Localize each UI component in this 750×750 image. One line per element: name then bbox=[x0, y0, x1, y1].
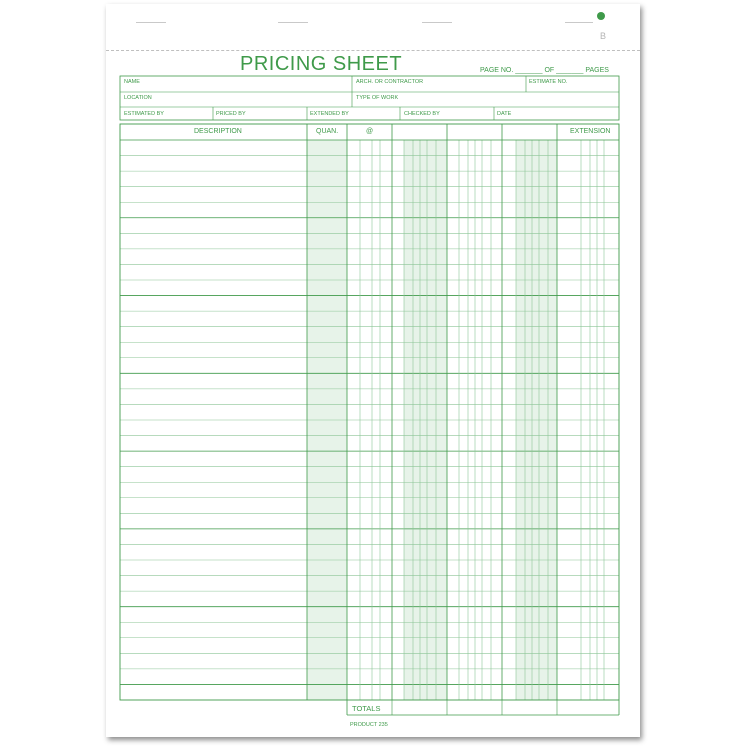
priced-by-field-label: PRICED BY bbox=[216, 111, 246, 117]
extended-by-field-label: EXTENDED BY bbox=[310, 111, 349, 117]
arch-contractor-field-label: ARCH. OR CONTRACTOR bbox=[356, 79, 424, 85]
column-rules bbox=[307, 124, 604, 700]
quantity-column-header: QUAN. bbox=[316, 128, 339, 135]
estimate-no-field-label: ESTIMATE NO. bbox=[529, 79, 568, 85]
type-of-work-field-label: TYPE OF WORK bbox=[356, 95, 399, 101]
totals-label: TOTALS bbox=[352, 704, 381, 713]
extension-column-header: EXTENSION bbox=[570, 128, 611, 135]
name-field-label: NAME bbox=[124, 79, 140, 85]
description-column-header: DESCRIPTION bbox=[194, 128, 242, 135]
corner-mark: B bbox=[600, 31, 607, 41]
unit-price-column-header: @ bbox=[366, 128, 374, 135]
checked-by-field-label: CHECKED BY bbox=[404, 111, 440, 117]
page-title: PRICING SHEET bbox=[240, 53, 403, 75]
estimated-by-field-label: ESTIMATED BY bbox=[124, 111, 164, 117]
product-code: PRODUCT 235 bbox=[350, 722, 388, 728]
date-field-label: DATE bbox=[497, 111, 512, 117]
page-number-line: PAGE NO. _______ OF _______ PAGES bbox=[480, 67, 609, 74]
location-field-label: LOCATION bbox=[124, 95, 152, 101]
